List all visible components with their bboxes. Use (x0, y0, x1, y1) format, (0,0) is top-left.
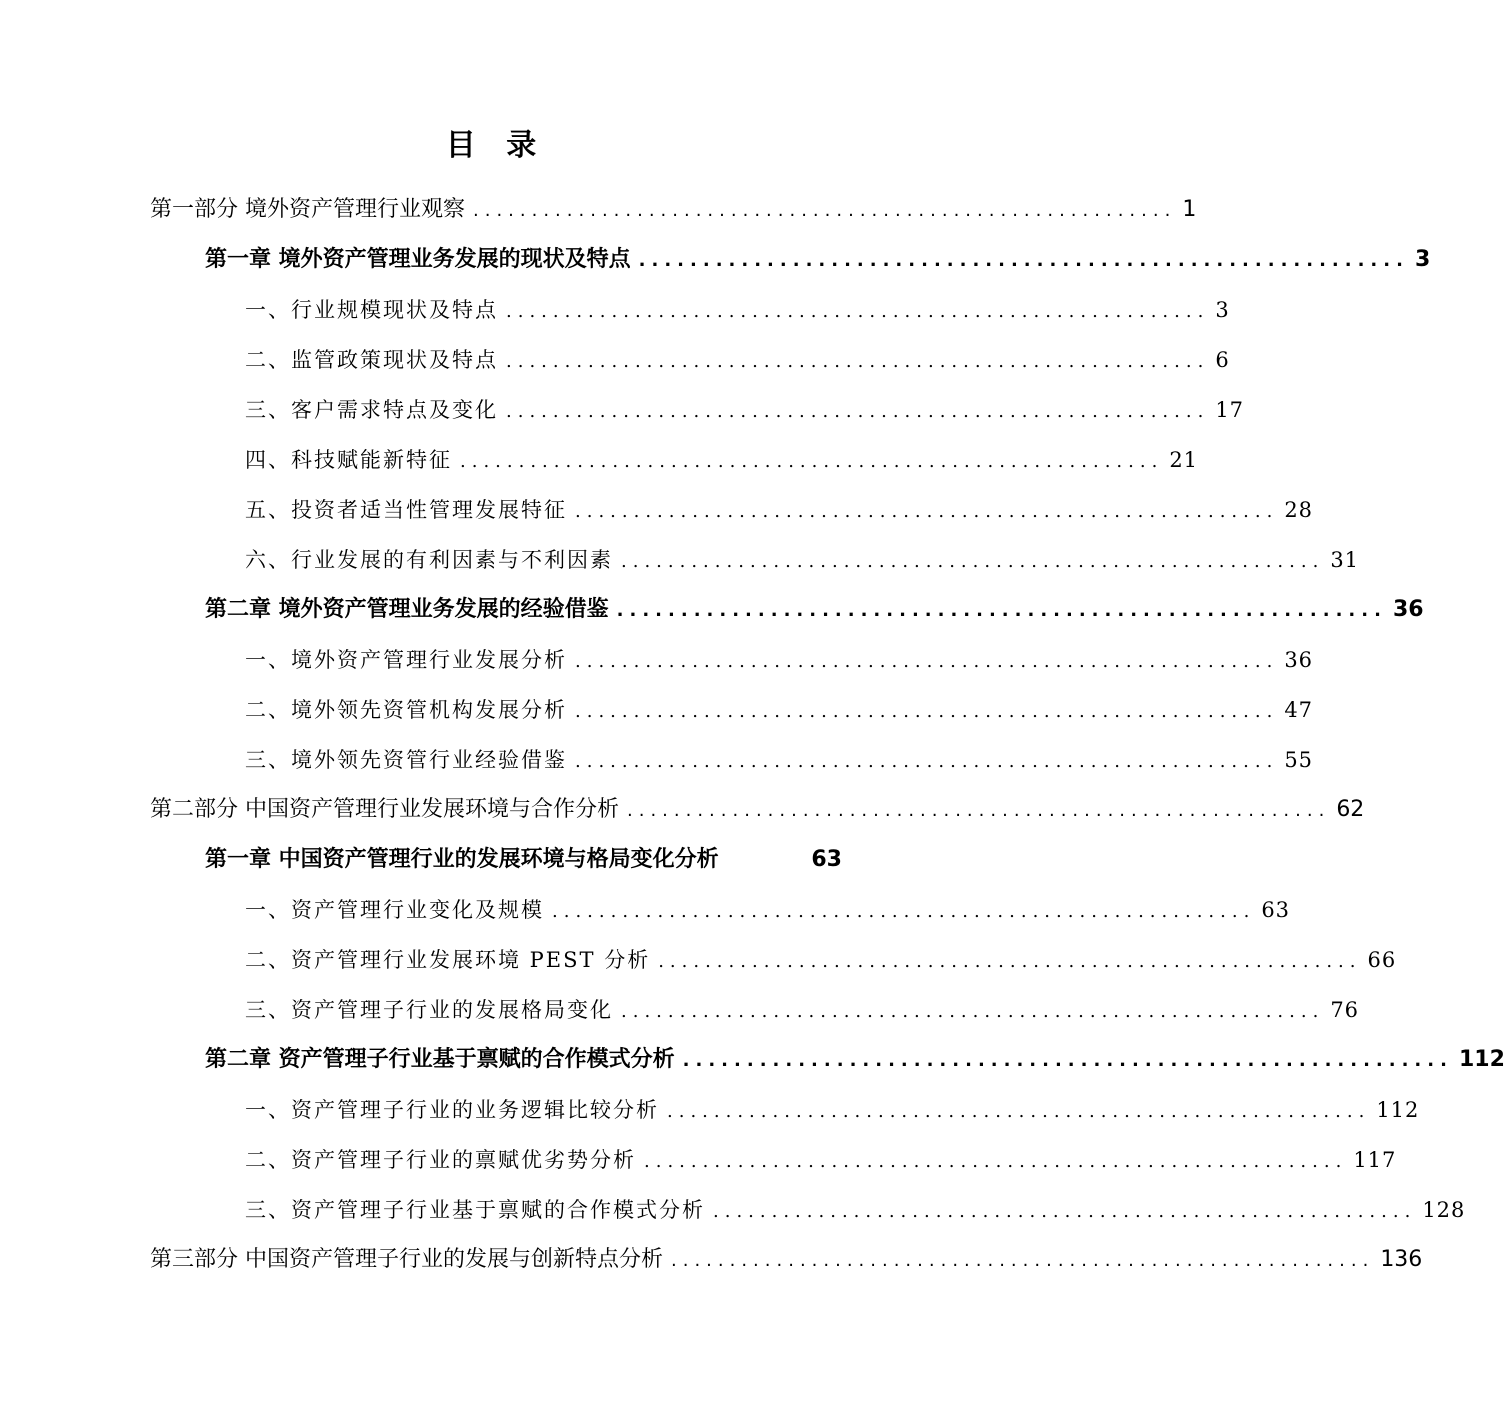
toc-entry-label: 三、客户需求特点及变化 (245, 398, 498, 422)
toc-entry-label: 二、资产管理子行业的禀赋优劣势分析 (245, 1148, 636, 1172)
dot-leader: ............................................................ (638, 250, 1409, 271)
toc-entry[interactable] (0, 735, 1314, 785)
toc-entry[interactable] (0, 785, 1365, 835)
toc-entry-label: 第一部分 境外资产管理行业观察 (150, 197, 465, 222)
dot-leader: ............................................................ (627, 800, 1331, 821)
toc-entry-page: 62 (1336, 797, 1365, 822)
dot-leader: ............................................................ (506, 351, 1210, 372)
dot-leader: ............................................................ (667, 1101, 1371, 1122)
toc-entry-page: 36 (1284, 648, 1314, 672)
dot-leader: ............................................................ (644, 1151, 1348, 1172)
toc-entry-page: 128 (1422, 1198, 1466, 1222)
toc-entry-page: 47 (1284, 698, 1314, 722)
toc-entry-page: 6 (1215, 348, 1230, 372)
toc-entry-page: 76 (1330, 998, 1360, 1022)
toc-entry-page: 21 (1169, 448, 1199, 472)
dot-leader: ............................................................ (552, 901, 1256, 922)
toc-entry-label: 一、境外资产管理行业发展分析 (245, 648, 567, 672)
toc-entry-page: 31 (1330, 548, 1360, 572)
dot-leader: ............................................................ (575, 751, 1279, 772)
toc-entry[interactable] (0, 385, 1245, 435)
toc-entry-label: 五、投资者适当性管理发展特征 (245, 498, 567, 522)
toc-entry-page: 117 (1353, 1148, 1397, 1172)
toc-entry-page: 3 (1414, 247, 1431, 272)
toc-entry-label: 一、行业规模现状及特点 (245, 298, 498, 322)
dot-leader: ............................................................ (682, 1050, 1453, 1071)
dot-leader: ............................................................ (575, 651, 1279, 672)
toc-entry[interactable] (0, 435, 1199, 485)
toc-entry-label: 一、资产管理子行业的业务逻辑比较分析 (245, 1098, 659, 1122)
toc-entry[interactable] (0, 235, 1431, 285)
toc-entry[interactable] (0, 1185, 1466, 1235)
toc-entry[interactable] (0, 885, 1291, 935)
toc-entry-page: 63 (811, 847, 842, 872)
dot-leader: ............................................................ (621, 1001, 1325, 1022)
toc-entry-page: 55 (1284, 748, 1314, 772)
toc-entry-label: 二、资产管理行业发展环境 PEST 分析 (245, 948, 651, 972)
toc-entry[interactable] (0, 1035, 1505, 1085)
toc-entry-page: 36 (1392, 597, 1424, 622)
toc-entry[interactable] (0, 1135, 1397, 1185)
toc-entry-label: 一、资产管理行业变化及规模 (245, 898, 544, 922)
dot-leader: ............................................................ (506, 401, 1210, 422)
toc-entry-page: 112 (1458, 1047, 1505, 1072)
toc-entry-label: 三、资产管理子行业基于禀赋的合作模式分析 (245, 1198, 705, 1222)
dot-leader: ............................................................ (460, 451, 1164, 472)
toc-entry[interactable] (0, 485, 1314, 535)
toc-entry[interactable] (0, 285, 1230, 335)
dot-leader: ............................................................ (506, 301, 1210, 322)
dot-leader: ............................................................ (575, 701, 1279, 722)
toc-entry[interactable] (0, 835, 842, 885)
toc-entry-page: 136 (1380, 1247, 1423, 1272)
toc-entry[interactable] (0, 635, 1314, 685)
toc-entry[interactable] (0, 935, 1397, 985)
toc-entry-page: 1 (1182, 197, 1197, 222)
dot-leader: ............................................................ (473, 200, 1177, 221)
toc-entry[interactable] (0, 1235, 1423, 1285)
toc-entry[interactable] (0, 685, 1314, 735)
dot-leader: ............................................................ (658, 951, 1362, 972)
toc-entry-label: 第一章 中国资产管理行业的发展环境与格局变化分析 (205, 847, 719, 872)
toc-entry-page: 66 (1367, 948, 1397, 972)
toc-entry[interactable] (0, 185, 1197, 235)
toc-entry-page: 63 (1261, 898, 1291, 922)
toc-entry-label: 六、行业发展的有利因素与不利因素 (245, 548, 613, 572)
page-title: 目 录 (445, 128, 547, 163)
toc-entry-page: 112 (1376, 1098, 1420, 1122)
toc-entry-label: 二、监管政策现状及特点 (245, 348, 498, 372)
toc-entry-page: 17 (1215, 398, 1245, 422)
dot-leader: ............................................................ (671, 1250, 1375, 1271)
dot-leader: ............................................................ (616, 600, 1387, 621)
dot-leader: ............................................................ (575, 501, 1279, 522)
toc-entry-label: 第二章 境外资产管理业务发展的经验借鉴 (205, 597, 609, 622)
toc-entry-label: 二、境外领先资管机构发展分析 (245, 698, 567, 722)
toc-entry[interactable] (0, 585, 1424, 635)
toc-entry[interactable] (0, 985, 1360, 1035)
dot-leader: ............................................................ (713, 1201, 1417, 1222)
toc-entry-label: 四、科技赋能新特征 (245, 448, 452, 472)
toc-entry-label: 第二部分 中国资产管理行业发展环境与合作分析 (150, 797, 619, 822)
toc-entry-label: 第一章 境外资产管理业务发展的现状及特点 (205, 247, 631, 272)
toc-entry-label: 三、资产管理子行业的发展格局变化 (245, 998, 613, 1022)
dot-leader: ............................................................ (621, 551, 1325, 572)
toc-entry[interactable] (0, 335, 1230, 385)
toc-entry-label: 第三部分 中国资产管理子行业的发展与创新特点分析 (150, 1247, 663, 1272)
toc-entry-page: 3 (1215, 298, 1230, 322)
toc-entry-page: 28 (1284, 498, 1314, 522)
table-of-contents (0, 185, 1505, 1285)
toc-entry[interactable] (0, 535, 1360, 585)
toc-entry[interactable] (0, 1085, 1420, 1135)
toc-entry-label: 三、境外领先资管行业经验借鉴 (245, 748, 567, 772)
toc-entry-label: 第二章 资产管理子行业基于禀赋的合作模式分析 (205, 1047, 675, 1072)
